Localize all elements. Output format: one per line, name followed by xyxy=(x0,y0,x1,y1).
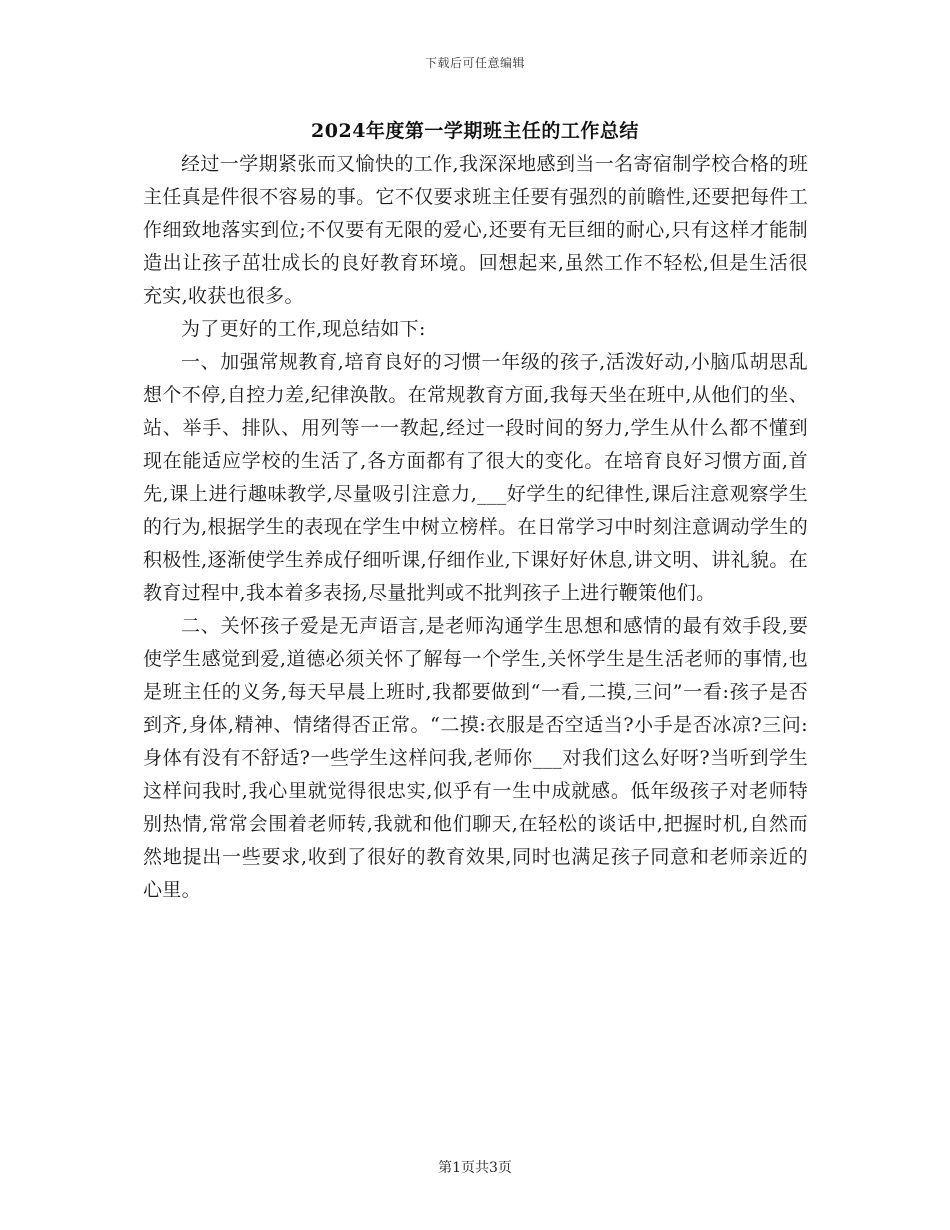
paragraph-intro: 经过一学期紧张而又愉快的工作,我深深地感到当一名寄宿制学校合格的班主任真是件很不容易的事。它不仅要求班主任要有强烈的前瞻性,还要把每件工作细致地落实到位;不仅要有无限的爱心,还要有无巨细的耐心,只有这样才能制造出让孩子茁壮成长的良好教育环境。回想起来,虽然工作不轻松,但是生活很充实,收获也很多。 xyxy=(143,153,808,307)
document-title: 2024年度第一学期班主任的工作总结 xyxy=(311,120,639,142)
header-note: 下载后可任意编辑 xyxy=(424,56,525,70)
paragraph-summary-lead: 为了更好的工作,现总结如下: xyxy=(181,318,426,340)
document-body xyxy=(143,148,808,907)
paragraph-section-2: 二、关怀孩子爱是无声语言,是老师沟通学生思想和感情的最有效手段,要使学生感觉到爱,道德必须关怀了解每一个学生,关怀学生是生活老师的事情,也是班主任的义务,每天早晨上班时,我都要做到“一看,二摸,三问”一看:孩子是否到齐,身体,精神、情绪得否正常。“二摸:衣服是否空适当?小手是否冰凉?三问:身体有没有不舒适?一些学生这样问我,老师你___对我们这么好呀?当听到学生这样问我时,我心里就觉得很忠实,似乎有一生中成就感。低年级孩子对老师特别热情,常常会围着老师转,我就和他们聊天,在轻松的谈话中,把握时机,自然而然地提出一些要求,收到了很好的教育效果,同时也满足孩子同意和老师亲近的心里。 xyxy=(143,615,808,901)
page-number: 第1页共3页 xyxy=(438,1160,512,1176)
paragraph-section-1: 一、加强常规教育,培育良好的习惯一年级的孩子,活泼好动,小脑瓜胡思乱想个不停,自控力差,纪律涣散。在常规教育方面,我每天坐在班中,从他们的坐、站、举手、排队、用列等一一教起,经过一段时间的努力,学生从什么都不懂到现在能适应学校的生活了,各方面都有了很大的变化。在培育良好习惯方面,首先,课上进行趣味教学,尽量吸引注意力,___好学生的纪律性,课后注意观察学生的行为,根据学生的表现在学生中树立榜样。在日常学习中时刻注意调动学生的积极性,逐渐使学生养成仔细听课,仔细作业,下课好好休息,讲文明、讲礼貌。在教育过程中,我本着多表扬,尽量批判或不批判孩子上进行鞭策他们。 xyxy=(143,351,808,604)
